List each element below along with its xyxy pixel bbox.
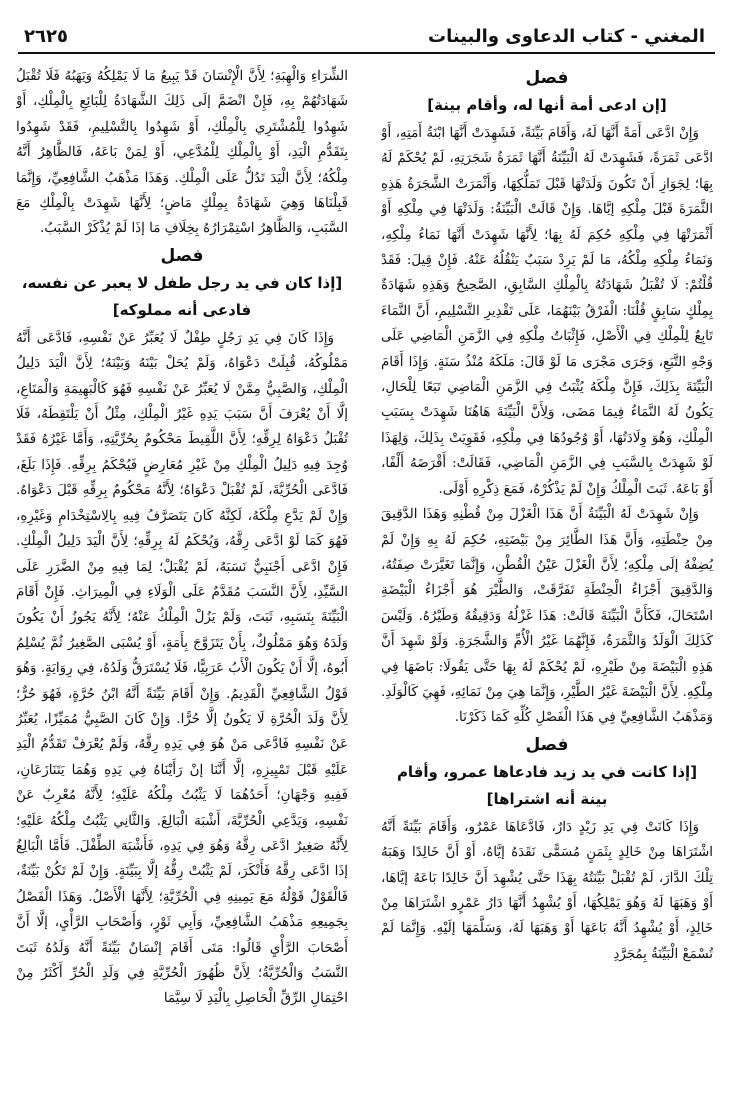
section-heading: فصل bbox=[160, 245, 204, 266]
paragraph: وَإِنْ شَهِدَتْ لَهُ الْبَيِّنَةُ أَنَّ هَذَا الْغَزْلَ مِنْ قُطْنِهِ وَهَذَا الدَّقِيقَ مِنْ حِنْطَتِهِ، وَأَنَّ هَذَا الطَّائِرَ مِنْ بَيْضَتِهِ، حُكِمَ لَهُ بِهِ وَإِنْ لَمْ يُضِفْهُ إلَى مِلْكِهِ؛ لِأَنَّ الْغَزْلَ عَيْنُ الْقُطْنِ، وَإِنَّمَا تَغَيَّرَتْ صِفَتُهُ، وَالدَّقِيقَ أَجْزَاءُ الْحِنْطَةِ تَفَرَّقَتْ، وَالطَّيْرَ هُوَ أَجْزَاءُ الْبَيْضَةِ اسْتَحَالَ، فَكَأَنَّ الْبَيِّنَةَ قَالَتْ: هَذَا غَزْلُهُ وَدَقِيقُهُ وَطَيْرُهُ. وَلَيْسَ كَذَلِكَ الْوَلَدُ وَالثَّمَرَةُ، فَإِنَّهُمَا غَيْرُ الْأُمِّ وَالشَّجَرَةِ. وَلَوْ شَهِدَ أَنَّ هَذِهِ الْبَيْضَةَ مِنْ طَيْرِهِ، لَمْ يُحْكَمْ لَهُ بِهَا حَتَّى يَقُولَا: بَاضَهَا فِي مِلْكِهِ. لِأَنَّ الْبَيْضَةَ غَيْرُ الطَّيْرِ، وَإِنَّمَا هِيَ مِنْ نَمَائِهِ، فَهِيَ كَالْوَلَدِ. وَمَذْهَبُ الشَّافِعِيِّ فِي هَذَا الْفَصْلِ كُلِّهِ كَمَا ذَكَرْنَا. bbox=[381, 507, 713, 726]
section-heading: فصل bbox=[525, 734, 569, 755]
paragraph: وَإِذَا كَانَتْ فِي يَدِ زَيْدٍ دَارٌ، فَادَّعَاهَا عَمْرٌو، وَأَقَامَ بَيِّنَةً أَنَّهُ اشْتَرَاهَا مِنْ خَالِدٍ بِثَمَنٍ مُسَمًّى نَقَدَهُ إيَّاهُ، أَوْ أَنَّ خَالِدًا وَهَبَهُ تِلْكَ الدَّارَ، لَمْ تُقْبَلْ بَيِّنَتُهُ بِهَذَا حَتَّى يُشْهِدَ أَنَّ خَالِدًا بَاعَهُ إيَّاهَا، أَوْ وَهَبَهَا لَهُ وَهُوَ يَمْلِكُهَا، أَوْ يُشْهِدُ أَنَّهَا دَارُ عَمْرٍو اشْتَرَاهَا مِنْ خَالِدٍ، أَوْ يُشْهِدُ أَنَّهُ بَاعَهَا أَوْ وَهَبَهَا لَهُ، وَسَلَّمَهَا إلَيْهِ. وَإِنَّمَا لَمْ تُسْمَعْ الْبَيِّنَةُ بِمُجَرَّدِ bbox=[381, 819, 713, 962]
paragraph: وَإِنْ ادَّعَى أَمَةً أَنَّهَا لَهُ، وَأَقَامَ بَيِّنَةً، فَشَهِدَتْ أَنَّهَا ابْنَةُ أَمَتِهِ، أَوْ ادَّعَى ثَمَرَةً، فَشَهِدَتْ لَهُ الْبَيِّنَةُ أَنَّهَا ثَمَرَةُ شَجَرَتِهِ، لَمْ يُحْكَمْ لَهُ بِهَا؛ لِجَوَازِ أَنْ تَكُونَ وَلَدَتْهَا قَبْلَ تَمَلُّكِهَا، وَأَثْمَرَتْ الشَّجَرَةُ هَذِهِ الثَّمَرَةَ قَبْلَ مِلْكِهِ إيَّاهَا. وَإِنْ قَالَتْ الْبَيِّنَةُ: وَلَدَتْهَا فِي مِلْكِهِ أَوْ أَثْمَرَتْهَا فِي مِلْكِهِ حُكِمَ لَهُ بِهَا؛ لِأَنَّهَا شَهِدَتْ أَنَّهَا نَمَاءُ مِلْكِهِ، وَنَمَاءُ مِلْكِهِ مِلْكُهُ، مَا لَمْ يَرِدْ سَبَبٌ يَنْقُلُهُ عَنْهُ. فَإِنْ قِيلَ: فَقَدْ قُلْتُمْ: لَا تُقْبَلُ شَهَادَتُهُ بِالْمِلْكِ السَّابِقِ، الصَّحِيحُ وَهَذِهِ شَهَادَةٌ بِمِلْكٍ سَابِقٍ قُلْنَا: الْفَرْقُ بَيْنَهُمَا، عَلَى تَقْدِيرِ التَّسْلِيمِ، أَنَّ النَّمَاءَ تَابِعٌ لِلْمِلْكِ فِي الْأَصْلِ، فَإِثْبَاتُ مِلْكِهِ فِي الزَّمَنِ الْمَاضِي عَلَى وَجْهِ التَّبَعِ، وَجَرَى مَجْرَى مَا لَوْ قَالَ: مَلَكَهُ مُنْذُ سَنَةٍ. وَإِذَا أَقَامَ الْبَيِّنَةَ بِذَلِكَ، فَإِنَّ مِلْكَهُ يُثْبَتُ فِي الزَّمَنِ الْمَاضِي تَبَعًا لِلْحَالِ، يَكُونُ لَهُ النَّمَاءُ فِيمَا مَضَى، وَلِأَنَّ الْبَيِّنَةَ هَاهُنَا شَهِدَتْ بِسَبَبِ الْمِلْكِ، وَهُوَ وِلَادَتُهَا، أَوْ وُجُودُهَا فِي مِلْكِهِ، فَقَوِيَتْ بِذَلِكَ، وَلِهَذَا لَوْ شَهِدَتْ بِالسَّبَبِ فِي الزَّمَنِ الْمَاضِي، فَقَالَتْ: أَقْرَضَهُ أَلْفًا، أَوْ بَاعَهُ. ثَبَتَ الْمِلْكُ وَإِنْ لَمْ يَذْكُرْهُ، فَمَعَ ذِكْرِهِ أَوْلَى. bbox=[381, 126, 713, 497]
section-title: [إذا كان في يد رجل طفل لا يعبر عن نفسه، فادعى أنه مملوكه] bbox=[21, 273, 343, 319]
page-header bbox=[18, 22, 715, 54]
section-heading: فصل bbox=[525, 68, 569, 88]
right-column bbox=[381, 64, 713, 1084]
paragraph: الشِّرَاءِ وَالْهِبَةِ؛ لِأَنَّ الْإِنْسَانَ قَدْ يَبِيعُ مَا لَا يَمْلِكُهُ وَيَهَبُهُ فَلَا تُقْبَلُ شَهَادَتُهُمْ بِهِ، فَإِنْ انْضَمَّ إلَى ذَلِكَ الشَّهَادَةُ لِلْبَائِعِ بِالْمِلْكِ، أَوْ شَهِدُوا لِلْمُشْتَرِي بِالْمِلْكِ، أَوْ شَهِدُوا بِالتَّسْلِيمِ، فَقَدْ شَهِدُوا بِتَقَدُّمِ الْيَدِ، أَوْ بِالْمِلْكِ لِلْمُدَّعِي، أَوْ لِمَنْ بَاعَهُ، فَالظَّاهِرُ أَنَّهُ مِلْكُهُ؛ لِأَنَّ الْيَدَ تَدُلُّ عَلَى الْمِلْكِ. وَهَذَا مَذْهَبُ الشَّافِعِيِّ، وَإِنَّمَا قَبِلْنَاهَا وَهِيَ شَهَادَةٌ بِمِلْكٍ مَاضٍ؛ لِأَنَّهَا شَهِدَتْ بِالْمِلْكِ مَعَ السَّبَبِ، وَالظَّاهِرُ اسْتِمْرَارُهُ بِخِلَافِ مَا إذَا لَمْ يُذْكَرْ السَّبَبُ. bbox=[16, 69, 348, 237]
book-title: المغني - كتاب الدعاوى والبينات bbox=[428, 26, 705, 47]
left-column bbox=[16, 64, 348, 1084]
page-number: ٢٦٢٥ bbox=[24, 26, 68, 47]
paragraph: وَإِذَا كَانَ فِي يَدِ رَجُلٍ طِفْلٌ لَا يُعَبِّرُ عَنْ نَفْسِهِ، فَادَّعَى أَنَّهُ مَمْلُوكُهُ، قُبِلَتْ دَعْوَاهُ، وَلَمْ يُحَلْ بَيْنَهُ وَبَيْنَهُ؛ لِأَنَّ الْيَدَ دَلِيلُ الْمِلْكِ، وَالصَّبِيُّ مِمَّنْ لَا يُعَبِّرُ عَنْ نَفْسِهِ فَهُوَ كَالْبَهِيمَةِ وَالْمَتَاعِ، إلَّا أَنْ يُعْرَفَ أَنَّ سَبَبَ يَدِهِ غَيْرُ الْمِلْكِ، مِثْلُ أَنْ يَلْتَقِطَهُ، فَلَا تُقْبَلُ دَعْوَاهُ لِرِقِّهِ؛ لِأَنَّ اللَّقِيطَ مَحْكُومٌ بِحُرِّيَّتِهِ، وَأَمَّا غَيْرُهُ فَقَدْ وُجِدَ فِيهِ دَلِيلُ الْمِلْكِ مِنْ غَيْرِ مُعَارِضٍ فَيُحْكَمُ بِرِقِّهِ. فَإِذَا بَلَغَ، فَادَّعَى الْحُرِّيَّةَ، لَمْ تُقْبَلْ دَعْوَاهُ؛ لِأَنَّهُ مَحْكُومٌ بِرِقِّهِ قَبْلَ دَعْوَاهُ. وَإِنْ لَمْ يَدَّعِ مِلْكَهُ، لَكِنَّهُ كَانَ يَتَصَرَّفُ فِيهِ بِالِاسْتِخْدَامِ وَغَيْرِهِ، فَهُوَ كَمَا لَوْ ادَّعَى رِقَّهُ، وَيُحْكَمُ لَهُ بِرِقِّهِ؛ لِأَنَّ الْيَدَ دَلِيلُ الْمِلْكِ. فَإِنْ ادَّعَى أَجْنَبِيٌّ نَسَبَهُ، لَمْ يُقْبَلْ؛ لِمَا فِيهِ مِنْ الضَّرَرِ عَلَى السَّيِّدِ، لِأَنَّ النَّسَبَ مُقَدَّمٌ عَلَى الْوَلَاءِ فِي الْمِيرَاثِ. فَإِنْ أَقَامَ الْبَيِّنَةَ بِنَسَبِهِ، ثَبَتَ، وَلَمْ يَزُلْ الْمِلْكُ عَنْهُ؛ لِأَنَّهُ يَجُوزُ أَنْ يَكُونَ وَلَدَهُ وَهُوَ مَمْلُوكٌ، بِأَنْ يَتَزَوَّجَ بِأَمَةٍ، أَوْ يُسْبَى الصَّغِيرُ ثُمَّ يُسْلِمُ أَبُوهُ، إلَّا أَنْ يَكُونَ الْأَبُ عَرَبِيًّا، فَلَا يُسْتَرَقُّ وَلَدُهُ، فِي رِوَايَةٍ. وَهُوَ قَوْلُ الشَّافِعِيِّ الْقَدِيمُ. وَإِنْ أَقَامَ بَيِّنَةً أَنَّهُ ابْنُ حُرَّةٍ، فَهُوَ حُرٌّ؛ لِأَنَّ وَلَدَ الْحُرَّةِ لَا يَكُونُ إلَّا حُرًّا. وَإِنْ كَانَ الصَّبِيُّ مُمَيِّزًا، يُعَبِّرُ عَنْ نَفْسِهِ فَادَّعَى مَنْ هُوَ فِي يَدِهِ رِقَّهُ، وَلَمْ يُعْرَفْ تَقَدُّمُ الْيَدِ عَلَيْهِ قَبْلَ تَمْيِيزِهِ، إلَّا أَنَّنَا إنْ رَأَيْنَاهُ فِي يَدِهِ وَهُمَا يَتَنَازَعَانِ، فَفِيهِ وَجْهَانِ؛ أَحَدُهُمَا لَا يَثْبُتُ مِلْكُهُ عَلَيْهِ؛ لِأَنَّهُ مُعْرِبٌ عَنْ نَفْسِهِ، وَيَدَّعِي الْحُرِّيَّةَ، أَشْبَهَ الْبَالِغَ. وَالثَّانِي يَثْبُتُ مِلْكُهُ عَلَيْهِ؛ لِأَنَّهُ صَغِيرٌ ادَّعَى رِقَّهُ وَهُوَ فِي يَدِهِ، فَأَشْبَهَ الطِّفْلَ. فَأَمَّا الْبَالِغُ إذَا ادَّعَى رِقَّهُ فَأَنْكَرَ، لَمْ يَثْبُتْ رِقُّهُ إلَّا بِبَيِّنَةٍ. وَإِنْ لَمْ تَكُنْ بَيِّنَةٌ، فَالْقَوْلُ قَوْلُهُ مَعَ يَمِينِهِ فِي الْحُرِّيَّةِ؛ لِأَنَّهَا الْأَصْلُ. وَهَذَا الْفَصْلُ بِجَمِيعِهِ مَذْهَبُ الشَّافِعِيِّ، وَأَبِي ثَوْرٍ، وَأَصْحَابِ الرَّأْيِ، إلَّا أَنَّ أَصْحَابَ الرَّأْيِ قَالُوا: مَتَى أَقَامَ إنْسَانٌ بَيِّنَةً أَنَّهُ وَلَدُهُ ثَبَتَ النَّسَبُ وَالْحُرِّيَّةُ؛ لِأَنَّ ظُهُورَ الْحُرِّيَّةِ فِي وَلَدِ الْحُرِّ أَكْثَرُ مِنْ احْتِمَالِ الرِّقِّ الْحَاصِلِ بِالْيَدِ لَا سِيَّمَا bbox=[16, 330, 348, 1007]
section-title: [إن ادعى أمة أنها له، وأقام بينة] bbox=[427, 96, 667, 114]
section-title: [إذا كانت في يد زيد فادعاها عمرو، وأقام بينة أنه اشتراها] bbox=[396, 762, 698, 808]
